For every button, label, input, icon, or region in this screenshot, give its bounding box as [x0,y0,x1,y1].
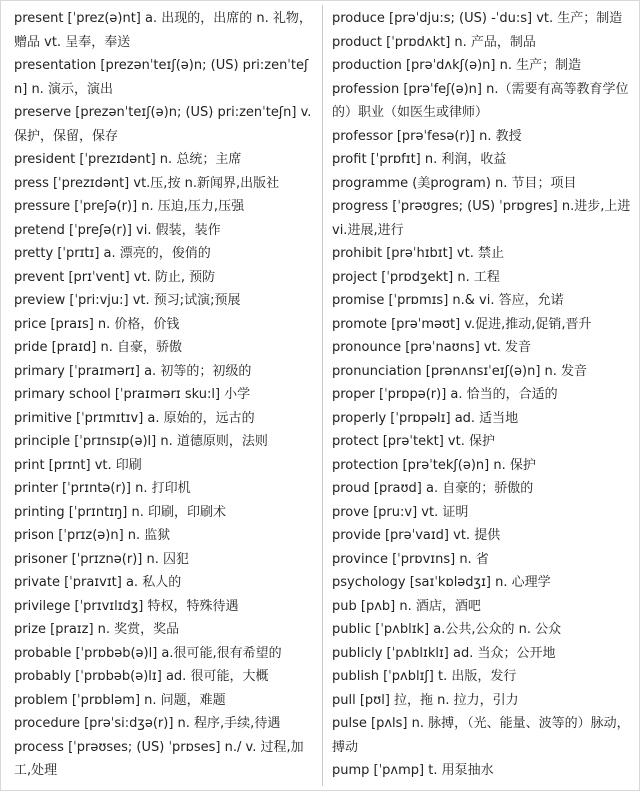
vocabulary-entry: print [prɪnt] vt. 印刷 [14,457,142,473]
vocabulary-entry: problem [ˈprɒbləm] n. 问题，难题 [14,692,226,708]
vocabulary-entry: pulse [pʌls] n. 脉搏，（光、能量、波等的）脉动，搏动 [332,716,630,755]
vocabulary-entry: publish [ˈpʌblɪʃ] t. 出版，发行 [332,669,517,684]
vocabulary-entry: production [prəˈdʌkʃ(ə)n] n. 生产；制造 [332,58,582,73]
vocabulary-entry: provide [prəˈvaɪd] vt. 提供 [332,528,501,543]
vocabulary-entry: prize [praɪz] n. 奖赏，奖品 [14,622,180,637]
vocabulary-entry: probable [ˈprɒbəb(ə)l] a.很可能,很有希望的 [14,645,282,661]
vocabulary-entry: proud [praʊd] a. 自豪的；骄傲的 [332,481,534,496]
vocabulary-entry: probably [ˈprɒbəb(ə)lɪ] ad. 很可能，大概 [14,669,269,684]
vocabulary-entry: progress [ˈprəʊgres; (US) ˈprɒgres] n.进步,上进vi.进展,进行 [332,199,631,238]
vocabulary-entry: professor [prəˈfesə(r)] n. 教授 [332,128,522,144]
column-divider [322,5,323,786]
vocabulary-entry: principle [ˈprɪnsɪp(ə)l] n. 道德原则，法则 [14,434,268,449]
vocabulary-entry: preview [ˈpri:vju:] vt. 预习;试演;预展 [14,293,241,308]
vocabulary-entry: prove [pru:v] vt. 证明 [332,504,469,520]
vocabulary-entry: process [ˈprəʊses; (US) ˈprɒses] n./ v. 过程,加工,处理 [14,739,304,778]
vocabulary-entry: pressure [ˈpreʃə(r)] n. 压迫,压力,压强 [14,199,245,214]
vocabulary-entry: pump [ˈpʌmp] t. 用泵抽水 [332,763,494,778]
vocabulary-entry: project [ˈprɒdʒekt] n. 工程 [332,269,500,285]
vocabulary-entry: primary school [ˈpraɪmərɪ sku:l] 小学 [14,387,251,402]
vocabulary-entry: proper [ˈprɒpə(r)] a. 恰当的，合适的 [332,387,558,402]
vocabulary-entry: price [praɪs] n. 价格，价钱 [14,316,180,332]
vocabulary-entry: properly [ˈprɒpəlɪ] ad. 适当地 [332,410,519,426]
vocabulary-entry: pronunciation [prənʌnsɪˈeɪʃ(ə)n] n. 发音 [332,363,588,379]
left-column [14,7,316,783]
vocabulary-entry: programme (美program) n. 节目；项目 [332,175,577,191]
vocabulary-entry: prison [ˈprɪz(ə)n] n. 监狱 [14,528,171,543]
vocabulary-entry: private [ˈpraɪvɪt] a. 私人的 [14,575,182,590]
vocabulary-entry: printer [ˈprɪntə(r)] n. 打印机 [14,481,191,496]
vocabulary-entry: presentation [prezənˈteɪʃ(ə)n; (US) pri:zenˈteʃn] n. 演示，演出 [14,58,309,97]
vocabulary-entry: psychology [saɪˈkɒlədʒɪ] n. 心理学 [332,575,551,590]
vocabulary-entry: pull [pʊl] 拉，拖 n. 拉力，引力 [332,692,519,708]
vocabulary-entry: promote [prəˈməʊt] v.促进,推动,促销,晋升 [332,316,592,332]
vocabulary-entry: pretty [ˈprɪtɪ] a. 漂亮的，俊俏的 [14,246,211,261]
vocabulary-entry: pretend [ˈpreʃə(r)] vi. 假装，装作 [14,222,221,238]
vocabulary-entry: protect [prəˈtekt] vt. 保护 [332,434,495,449]
vocabulary-entry: profit [ˈprɒfɪt] n. 利润，收益 [332,152,507,167]
vocabulary-entry: press [ˈprezɪdənt] vt.压,按 n.新闻界,出版社 [14,175,280,191]
vocabulary-entry: profession [prəˈfeʃ(ə)n] n.（需要有高等教育学位的）职业（如医生或律师） [332,81,629,120]
vocabulary-entry: protection [prəˈtekʃ(ə)n] n. 保护 [332,457,536,473]
vocabulary-entry: pronounce [prəˈnaʊns] vt. 发音 [332,340,531,355]
vocabulary-entry: president [ˈprezɪdənt] n. 总统；主席 [14,152,242,167]
vocabulary-entry: prisoner [ˈprɪznə(r)] n. 囚犯 [14,551,189,567]
vocabulary-entry: printing [ˈprɪntɪŋ] n. 印刷，印刷术 [14,504,226,520]
vocabulary-entry: produce [prəˈdju:s; (US) -ˈdu:s] vt. 生产；制造 [332,11,623,26]
vocabulary-entry: public [ˈpʌblɪk] a.公共,公众的 n. 公众 [332,622,562,637]
vocabulary-entry: prevent [prɪˈvent] vt. 防止, 预防 [14,269,216,285]
vocabulary-entry: primitive [ˈprɪmɪtɪv] a. 原始的，远古的 [14,410,255,426]
vocabulary-entry: present [ˈprez(ə)nt] a. 出现的，出席的 n. 礼物，赠品 vt. 呈奉，奉送 [14,11,312,50]
vocabulary-entry: product [ˈprɒdʌkt] n. 产品，制品 [332,34,536,50]
vocabulary-entry: primary [ˈpraɪmərɪ] a. 初等的；初级的 [14,363,252,379]
vocabulary-entry: promise [ˈprɒmɪs] n.& vi. 答应，允诺 [332,293,564,308]
vocabulary-entry: procedure [prəˈsi:dʒə(r)] n. 程序,手续,待遇 [14,716,281,731]
vocabulary-entry: pub [pʌb] n. 酒店，酒吧 [332,598,481,614]
right-column [332,7,632,783]
vocabulary-entry: pride [praɪd] n. 自豪，骄傲 [14,340,183,355]
vocabulary-entry: preserve [prezənˈteɪʃ(ə)n; (US) pri:zenˈteʃn] v.保护，保留，保存 [14,105,312,144]
vocabulary-entry: publicly [ˈpʌblɪklɪ] ad. 当众；公开地 [332,645,556,661]
vocabulary-entry: province [ˈprɒvɪns] n. 省 [332,551,489,567]
vocabulary-entry: prohibit [prəˈhɪbɪt] vt. 禁止 [332,246,504,261]
vocabulary-entry: privilege [ˈprɪvɪlɪdʒ] 特权，特殊待遇 [14,598,239,614]
